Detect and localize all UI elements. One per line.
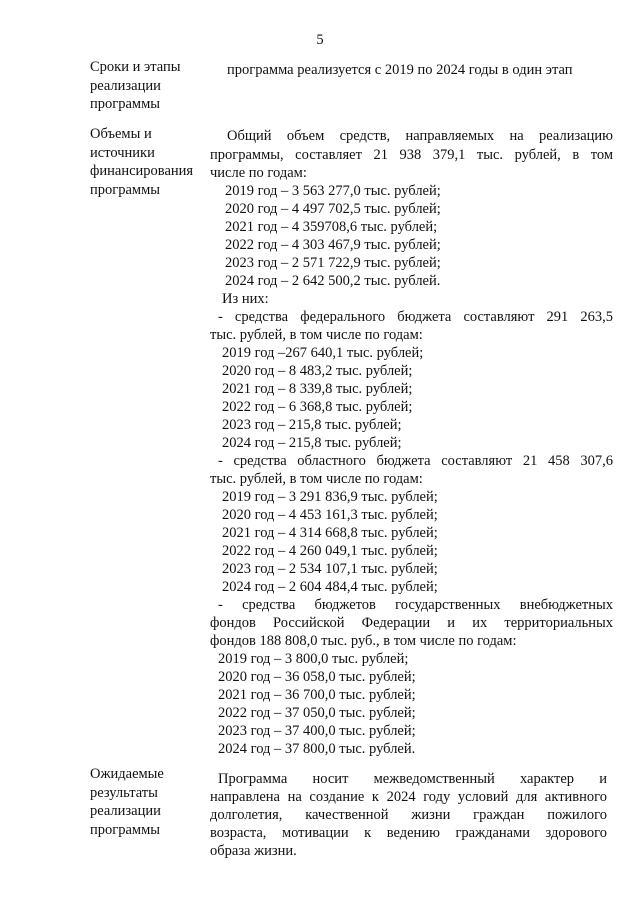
- funds-year-line: 2024 год – 37 800,0 тыс. рублей.: [218, 741, 416, 757]
- results-text-line: Программа носит межведомственный характер и: [218, 771, 607, 787]
- funds-year-line: 2019 год – 3 800,0 тыс. рублей;: [218, 651, 409, 667]
- results-label: Ожидаемые результаты реализации программы: [90, 766, 164, 838]
- funds-year-line: 2023 год – 37 400,0 тыс. рублей;: [218, 723, 416, 739]
- total-year-line: 2024 год – 2 642 500,2 тыс. рублей.: [225, 273, 441, 289]
- federal-year-line: 2021 год – 8 339,8 тыс. рублей;: [222, 381, 413, 397]
- page-number: 5: [316, 32, 324, 48]
- regional-year-line: 2023 год – 2 534 107,1 тыс. рублей;: [222, 561, 438, 577]
- funding-intro-line: числе по годам:: [210, 165, 307, 181]
- funding-intro-line: Общий объем средств, направляемых на реализацию: [227, 128, 613, 144]
- federal-year-line: 2023 год – 215,8 тыс. рублей;: [222, 417, 402, 433]
- total-year-line: 2021 год – 4 359708,6 тыс. рублей;: [225, 219, 438, 235]
- federal-intro-line: - средства федерального бюджета составляют 291 263,5: [218, 309, 613, 325]
- funds-year-line: 2021 год – 36 700,0 тыс. рублей;: [218, 687, 416, 703]
- regional-intro-line: тыс. рублей, в том числе по годам:: [210, 471, 423, 487]
- results-text-line: образа жизни.: [210, 843, 297, 859]
- funding-intro-line: программы, составляет 21 938 379,1 тыс. рублей, в том: [210, 147, 613, 163]
- federal-year-line: 2019 год –267 640,1 тыс. рублей;: [222, 345, 424, 361]
- terms-text: программа реализуется с 2019 по 2024 годы в один этап: [227, 62, 573, 78]
- funds-intro-line: фондов Российской Федерации и их территориальных: [210, 615, 613, 631]
- federal-year-line: 2020 год – 8 483,2 тыс. рублей;: [222, 363, 413, 379]
- federal-intro-line: тыс. рублей, в том числе по годам:: [210, 327, 423, 343]
- results-text-line: долголетия, качественной жизни граждан пожилого: [210, 807, 607, 823]
- regional-year-line: 2021 год – 4 314 668,8 тыс. рублей;: [222, 525, 438, 541]
- federal-year-line: 2022 год – 6 368,8 тыс. рублей;: [222, 399, 413, 415]
- funding-label: Объемы и источники финансирования программы: [90, 126, 194, 198]
- results-text-line: направлена на создание к 2024 году условий для активного: [210, 789, 607, 805]
- results-text-line: возраста, мотивации к ведению гражданами здорового: [210, 825, 607, 841]
- regional-intro-line: - средства областного бюджета составляют 21 458 307,6: [218, 453, 613, 469]
- total-year-line: 2020 год – 4 497 702,5 тыс. рублей;: [225, 201, 441, 217]
- funds-year-line: 2022 год – 37 050,0 тыс. рублей;: [218, 705, 416, 721]
- regional-year-line: 2022 год – 4 260 049,1 тыс. рублей;: [222, 543, 438, 559]
- federal-year-line: 2024 год – 215,8 тыс. рублей;: [222, 435, 402, 451]
- total-year-line: 2023 год – 2 571 722,9 тыс. рублей;: [225, 255, 441, 271]
- funds-year-line: 2020 год – 36 058,0 тыс. рублей;: [218, 669, 416, 685]
- funds-intro-line: - средства бюджетов государственных внебюджетных: [218, 597, 613, 613]
- total-year-line: 2022 год – 4 303 467,9 тыс. рублей;: [225, 237, 441, 253]
- total-year-line: 2019 год – 3 563 277,0 тыс. рублей;: [225, 183, 441, 199]
- regional-year-line: 2019 год – 3 291 836,9 тыс. рублей;: [222, 489, 438, 505]
- of-them-line: Из них:: [222, 291, 269, 307]
- regional-year-line: 2020 год – 4 453 161,3 тыс. рублей;: [222, 507, 438, 523]
- regional-year-line: 2024 год – 2 604 484,4 тыс. рублей;: [222, 579, 438, 595]
- funds-intro-line: фондов 188 808,0 тыс. руб., в том числе по годам:: [210, 633, 517, 649]
- terms-label: Сроки и этапы реализации программы: [90, 59, 181, 112]
